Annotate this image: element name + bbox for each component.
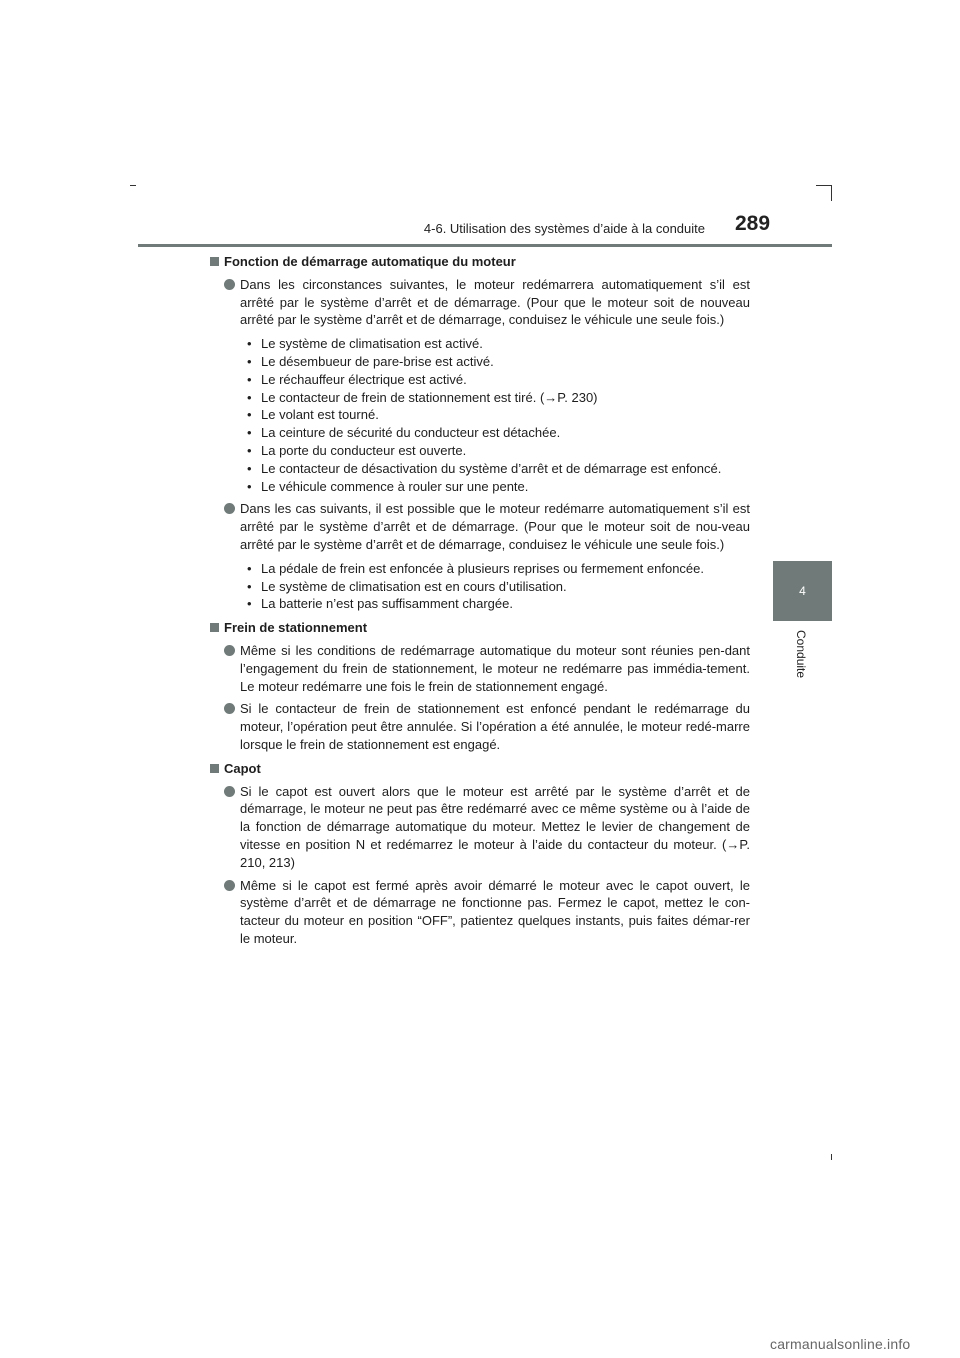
crop-mark-top-right-h (816, 185, 832, 186)
page-number: 289 (735, 212, 771, 235)
section-heading: Capot (210, 760, 750, 778)
bullet-item: • Le désembueur de pare-brise est activé. (247, 353, 750, 371)
bullet-item: • Le système de climatisation est en cours d’utilisation. (247, 578, 750, 596)
crop-mark-top-right-v (831, 185, 832, 201)
section-heading: Fonction de démarrage automatique du moteur (210, 253, 750, 271)
chapter-label: Conduite (794, 630, 808, 679)
section-heading: Frein de stationnement (210, 619, 750, 637)
bullet-item: • La porte du conducteur est ouverte. (247, 442, 750, 460)
circle-bullet-icon (224, 279, 235, 290)
circle-bullet-icon (224, 645, 235, 656)
bullet-item: • Le système de climatisation est activé. (247, 335, 750, 353)
square-bullet-icon (210, 764, 219, 773)
header-rule (138, 244, 832, 247)
circle-bullet-icon (224, 703, 235, 714)
bullet-item: • La batterie n’est pas suffisamment chargée. (247, 595, 750, 613)
circle-bullet-icon (224, 880, 235, 891)
bullet-item: • La pédale de frein est enfoncée à plusieurs reprises ou fermement enfoncée. (247, 560, 750, 578)
bullet-item: • Le véhicule commence à rouler sur une pente. (247, 478, 750, 496)
watermark: carmanualsonline.info (770, 1336, 911, 1352)
list-item: Même si le capot est fermé après avoir démarré le moteur avec le capot ouvert, le système d’arrêt et de démarrage ne fonctionne pas. Fermez le capot, mettez le con-tacteur du moteur en position “OFF”, patientez quelques instants, puis faites démar-rer le moteur. (210, 877, 750, 948)
crop-mark-bottom-right (831, 1154, 832, 1160)
square-bullet-icon (210, 257, 219, 266)
bullet-list (247, 335, 750, 495)
crop-mark-left (130, 185, 136, 186)
circle-bullet-icon (224, 503, 235, 514)
circle-bullet-icon (224, 786, 235, 797)
list-item: Même si les conditions de redémarrage automatique du moteur sont réunies pen-dant l’engagement du frein de stationnement, le moteur ne redémarre pas immédia-tement. Le moteur redémarre une fois le frein de stationnement engagé. (210, 642, 750, 695)
chapter-tab (773, 561, 832, 621)
square-bullet-icon (210, 623, 219, 632)
bullet-item: • Le réchauffeur électrique est activé. (247, 371, 750, 389)
chapter-number: 4 (799, 584, 806, 598)
list-item: Si le contacteur de frein de stationnement est enfoncé pendant le redémarrage du moteur, l’opération peut être annulée. Si l’opération a été annulée, le moteur redé-marre lorsque le frein de stationnement est engagé. (210, 700, 750, 753)
section-title: 4-6. Utilisation des systèmes d’aide à la conduite (423, 221, 705, 236)
bullet-item: • Le contacteur de désactivation du système d’arrêt et de démarrage est enfoncé. (247, 460, 750, 478)
list-item: Dans les circonstances suivantes, le moteur redémarrera automatiquement s’il est arrêté par le système d’arrêt et de démarrage. (Pour que le moteur soit de nouveau arrêté par le système d’arrêt et de démarrage, conduisez le véhicule une seule fois.) (210, 276, 750, 329)
list-item: Si le capot est ouvert alors que le moteur est arrêté par le système d’arrêt et de démarrage, le moteur ne peut pas être redémarré avec ce même système ou à l’aide de la fonction de démarrage automatique du moteur. Mettez le levier de changement de vitesse en position N et redémarrez le moteur à l’aide du contacteur du moteur. (→P. 210, 213) (210, 783, 750, 872)
list-item: Dans les cas suivants, il est possible que le moteur redémarre automatiquement s’il est arrêté par le système d’arrêt et de démarrage. (Pour que le moteur soit de nou-veau arrêté par le système d’arrêt et de démarrage, conduisez le véhicule une seule fois.) (210, 500, 750, 553)
bullet-item: • La ceinture de sécurité du conducteur est détachée. (247, 424, 750, 442)
page-content (210, 253, 750, 948)
bullet-list (247, 560, 750, 613)
bullet-item: • Le volant est tourné. (247, 406, 750, 424)
bullet-item: • Le contacteur de frein de stationnement est tiré. (→P. 230) (247, 389, 750, 407)
